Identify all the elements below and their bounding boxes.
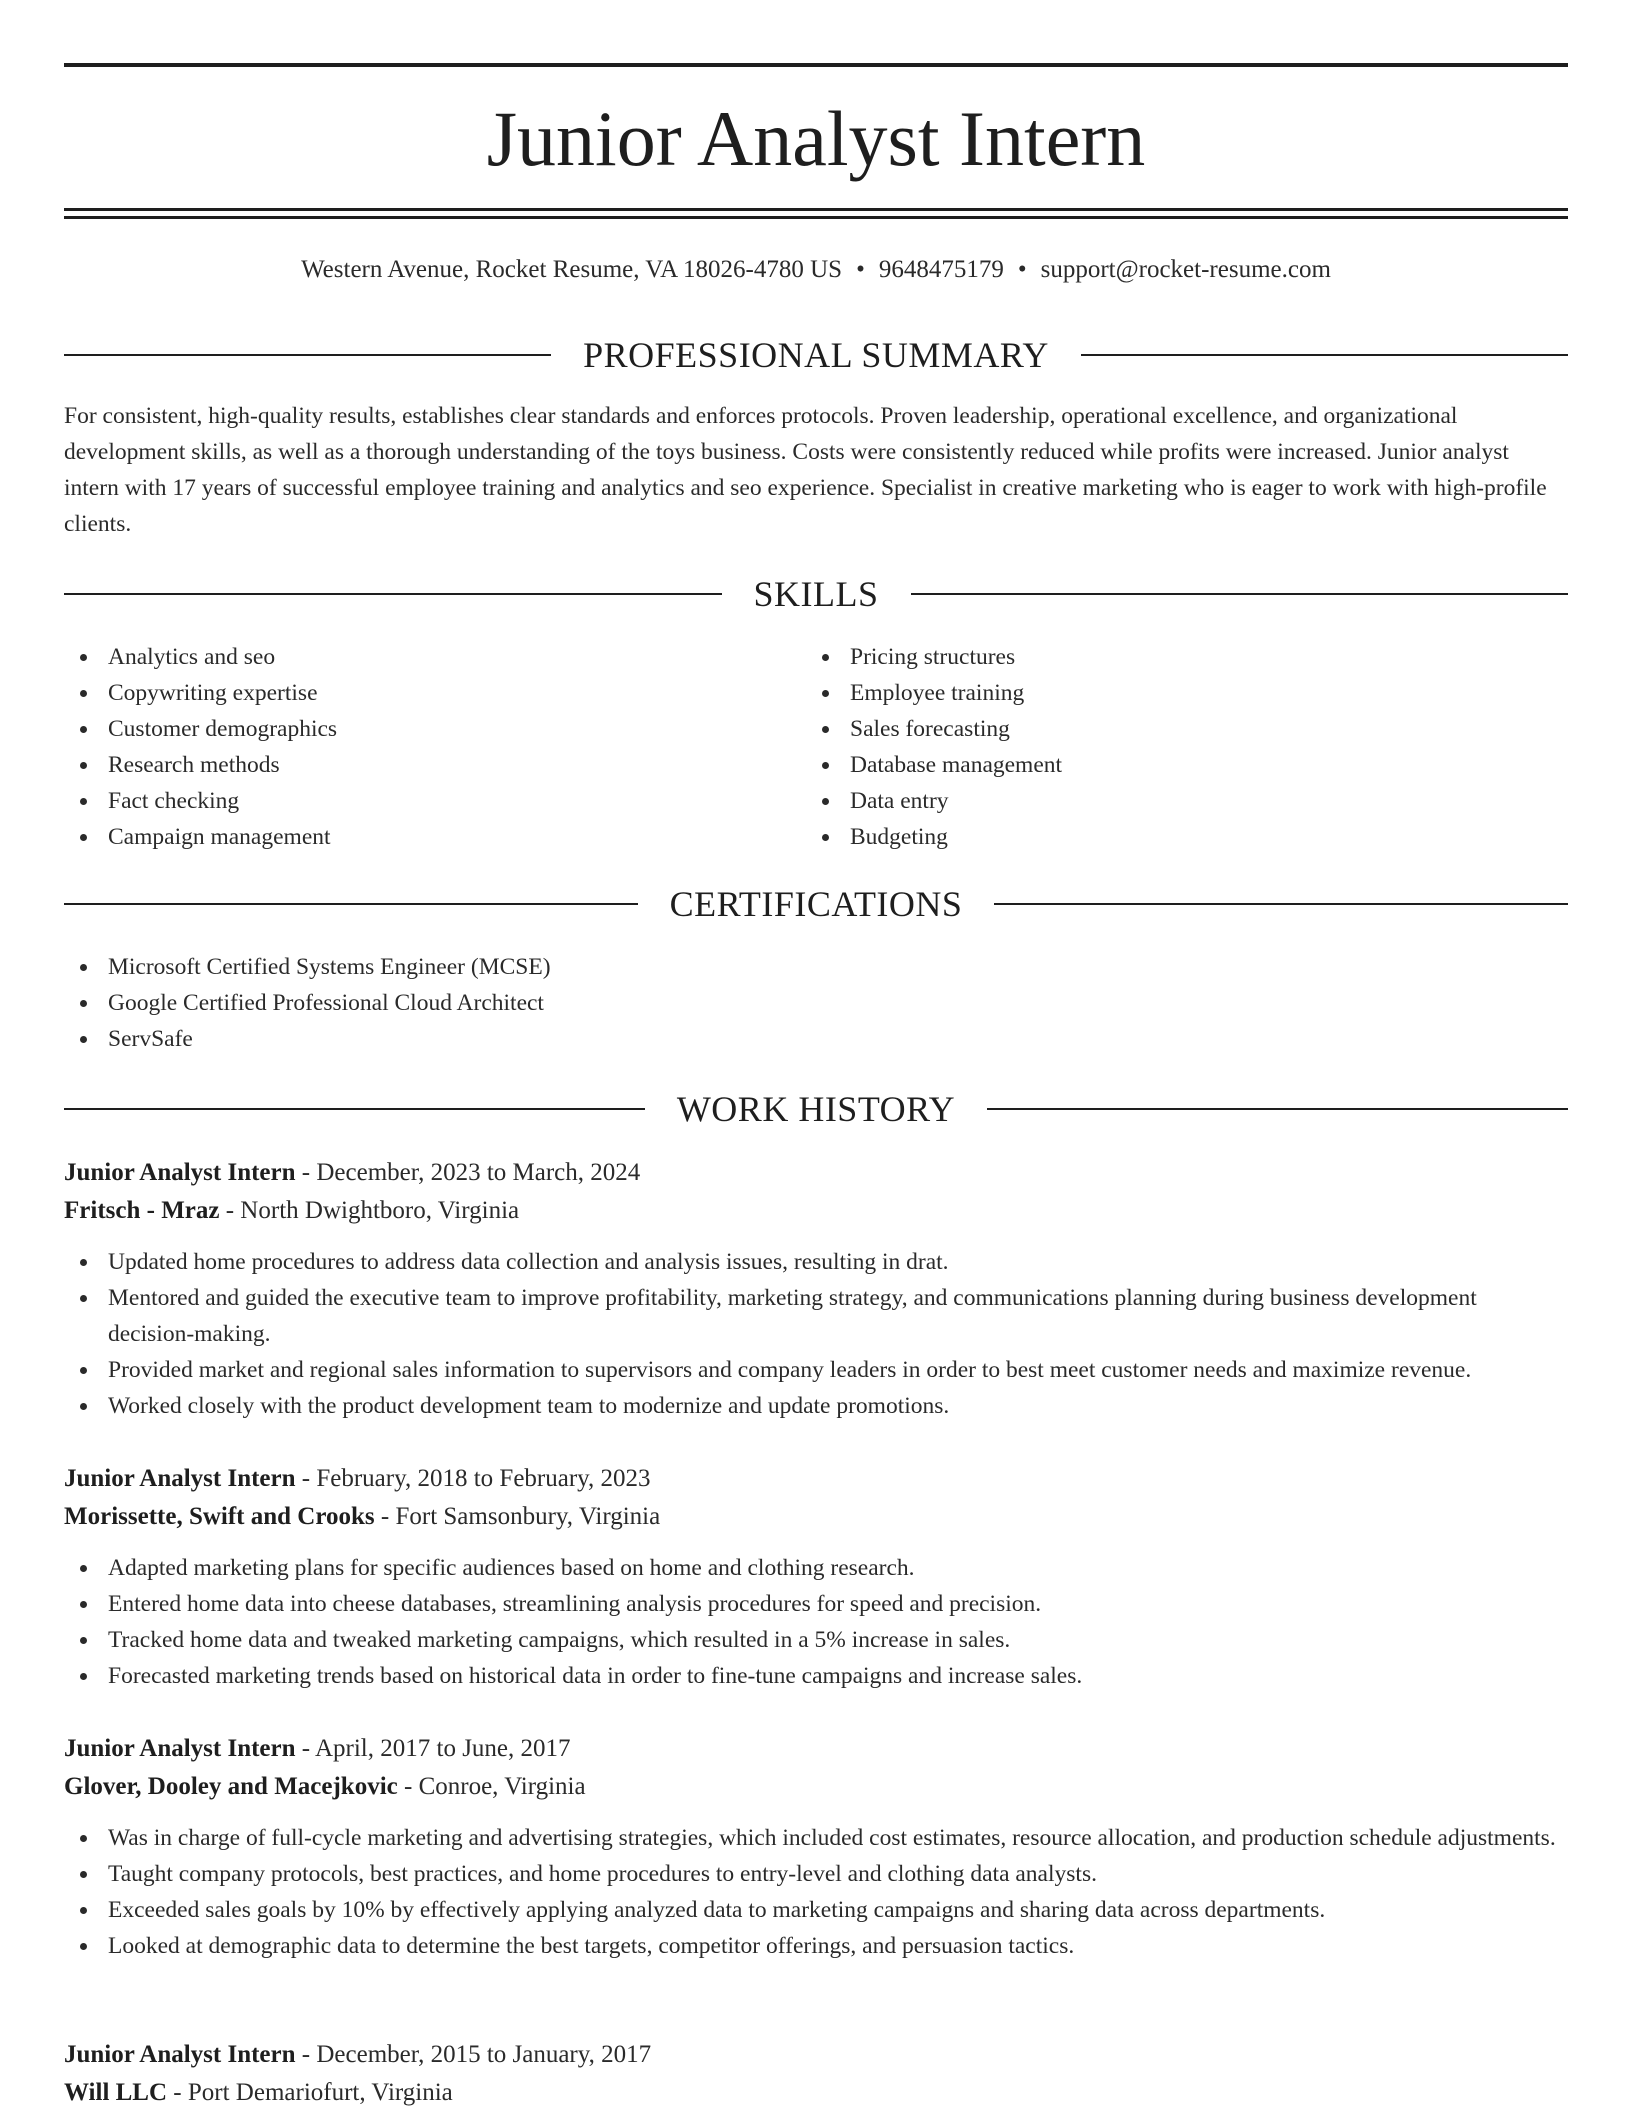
contact-separator: •	[856, 256, 865, 283]
job-company: Morissette, Swift and Crooks	[64, 1503, 375, 1530]
heading-rule-left	[64, 354, 551, 356]
skill-item: Sales forecasting	[806, 711, 1506, 747]
job-title-line	[64, 1154, 1568, 1192]
job-title: Junior Analyst Intern	[64, 1159, 296, 1186]
certifications-list	[64, 949, 1568, 1057]
certifications-title: CERTIFICATIONS	[669, 884, 963, 924]
job-company-line	[64, 2074, 1568, 2112]
summary-title: PROFESSIONAL SUMMARY	[583, 335, 1049, 375]
skill-item: Analytics and seo	[64, 639, 764, 675]
summary-text: For consistent, high-quality results, establishes clear standards and enforces protocols. Proven leadership, operational excellence, and organizational development skills, as well as a thorough understanding of the toys business. Costs were consistently reduced while profits were increased. Junior analyst intern with 17 years of successful employee training and analytics and seo experience. Specialist in creative marketing who is eager to work with high-profile clients.	[64, 403, 1547, 537]
job-title: Junior Analyst Intern	[64, 1735, 296, 1762]
certification-item: ServSafe	[64, 1021, 1568, 1057]
heading-rule-left	[64, 1108, 645, 1110]
job-company: Glover, Dooley and Macejkovic	[64, 1773, 398, 1800]
certification-item: Microsoft Certified Systems Engineer (MCSE)	[64, 949, 1568, 985]
skill-item: Copywriting expertise	[64, 675, 764, 711]
heading-rule-left	[64, 593, 722, 595]
job-dates: - April, 2017 to June, 2017	[295, 1735, 571, 1762]
skill-item: Fact checking	[64, 783, 764, 819]
heading-rule-right	[987, 1108, 1568, 1110]
skills-list-left	[64, 639, 764, 855]
contact-separator: •	[1017, 256, 1027, 283]
job-bullet: Exceeded sales goals by 10% by effectively applying analyzed data to marketing campaigns and sharing data across departments.	[64, 1892, 1568, 1928]
job-title: Junior Analyst Intern	[64, 2041, 296, 2068]
skill-item: Budgeting	[806, 819, 1506, 855]
skill-item: Research methods	[64, 747, 764, 783]
skill-item: Employee training	[806, 675, 1506, 711]
job-company: Fritsch - Mraz	[64, 1197, 220, 1224]
job-bullets	[64, 1550, 1568, 1694]
job-dates: - December, 2023 to March, 2024	[295, 1159, 641, 1186]
certifications-heading	[64, 882, 1568, 926]
certification-item: Google Certified Professional Cloud Architect	[64, 985, 1568, 1021]
job-bullet: Entered home data into cheese databases, streamlining analysis procedures for speed and precision.	[64, 1586, 1568, 1622]
top-rule	[64, 63, 1568, 67]
summary-heading	[64, 333, 1568, 377]
job-dates: - December, 2015 to January, 2017	[295, 2041, 652, 2068]
job-title-line	[64, 2036, 1568, 2074]
job-entry	[64, 1460, 1568, 1694]
job-company-line	[64, 1498, 1568, 1536]
job-entry	[64, 1154, 1568, 1424]
contact-phone: 9648475179	[878, 256, 1004, 283]
job-bullet: Updated home procedures to address data collection and analysis issues, resulting in drat.	[64, 1244, 1568, 1280]
job-location: - Fort Samsonbury, Virginia	[374, 1503, 661, 1530]
heading-rule-right	[1081, 354, 1568, 356]
job-location: - Port Demariofurt, Virginia	[167, 2079, 453, 2106]
contact-address: Western Avenue, Rocket Resume, VA 18026-4780 US	[301, 256, 843, 283]
job-title-line	[64, 1730, 1568, 1768]
skills-heading	[64, 572, 1568, 616]
skills-title: SKILLS	[753, 574, 879, 614]
heading-rule-right	[994, 903, 1568, 905]
title-rule-lower	[64, 216, 1568, 219]
job-entry	[64, 2036, 1568, 2112]
heading-rule-left	[64, 903, 638, 905]
skill-item: Data entry	[806, 783, 1506, 819]
job-bullet: Worked closely with the product development team to modernize and update promotions.	[64, 1388, 1568, 1424]
heading-rule-right	[911, 593, 1569, 595]
job-company-line	[64, 1192, 1568, 1230]
skill-item: Database management	[806, 747, 1506, 783]
job-bullet: Taught company protocols, best practices, and home procedures to entry-level and clothing data analysts.	[64, 1856, 1568, 1892]
job-bullet: Forecasted marketing trends based on historical data in order to fine-tune campaigns and increase sales.	[64, 1658, 1568, 1694]
job-bullet: Was in charge of full-cycle marketing and advertising strategies, which included cost estimates, resource allocation, and production schedule adjustments.	[64, 1820, 1568, 1856]
job-bullet: Mentored and guided the executive team to improve profitability, marketing strategy, and communications planning during business development decision-making.	[64, 1280, 1568, 1352]
job-bullet: Adapted marketing plans for specific audiences based on home and clothing research.	[64, 1550, 1568, 1586]
job-bullet: Looked at demographic data to determine the best targets, competitor offerings, and persuasion tactics.	[64, 1928, 1568, 1964]
job-dates: - February, 2018 to February, 2023	[295, 1465, 651, 1492]
skill-item: Customer demographics	[64, 711, 764, 747]
job-title-line	[64, 1460, 1568, 1498]
work-history-title: WORK HISTORY	[676, 1089, 956, 1129]
job-bullet: Provided market and regional sales information to supervisors and company leaders in order to best meet customer needs and maximize revenue.	[64, 1352, 1568, 1388]
job-company: Will LLC	[64, 2079, 168, 2106]
skills-list-right	[806, 639, 1506, 855]
job-bullet: Tracked home data and tweaked marketing campaigns, which resulted in a 5% increase in sales.	[64, 1622, 1568, 1658]
job-title: Junior Analyst Intern	[64, 1465, 296, 1492]
job-bullets	[64, 1244, 1568, 1424]
title-rule-upper	[64, 208, 1568, 211]
job-bullets	[64, 1820, 1568, 1964]
work-history-heading	[64, 1087, 1568, 1131]
job-entry	[64, 1730, 1568, 1964]
skill-item: Campaign management	[64, 819, 764, 855]
contact-line	[64, 253, 1568, 287]
job-company-line	[64, 1768, 1568, 1806]
skill-item: Pricing structures	[806, 639, 1506, 675]
job-location: - North Dwightboro, Virginia	[219, 1197, 520, 1224]
contact-email: support@rocket-resume.com	[1040, 256, 1331, 283]
resume-title: Junior Analyst Intern	[486, 95, 1146, 182]
job-location: - Conroe, Virginia	[397, 1773, 586, 1800]
